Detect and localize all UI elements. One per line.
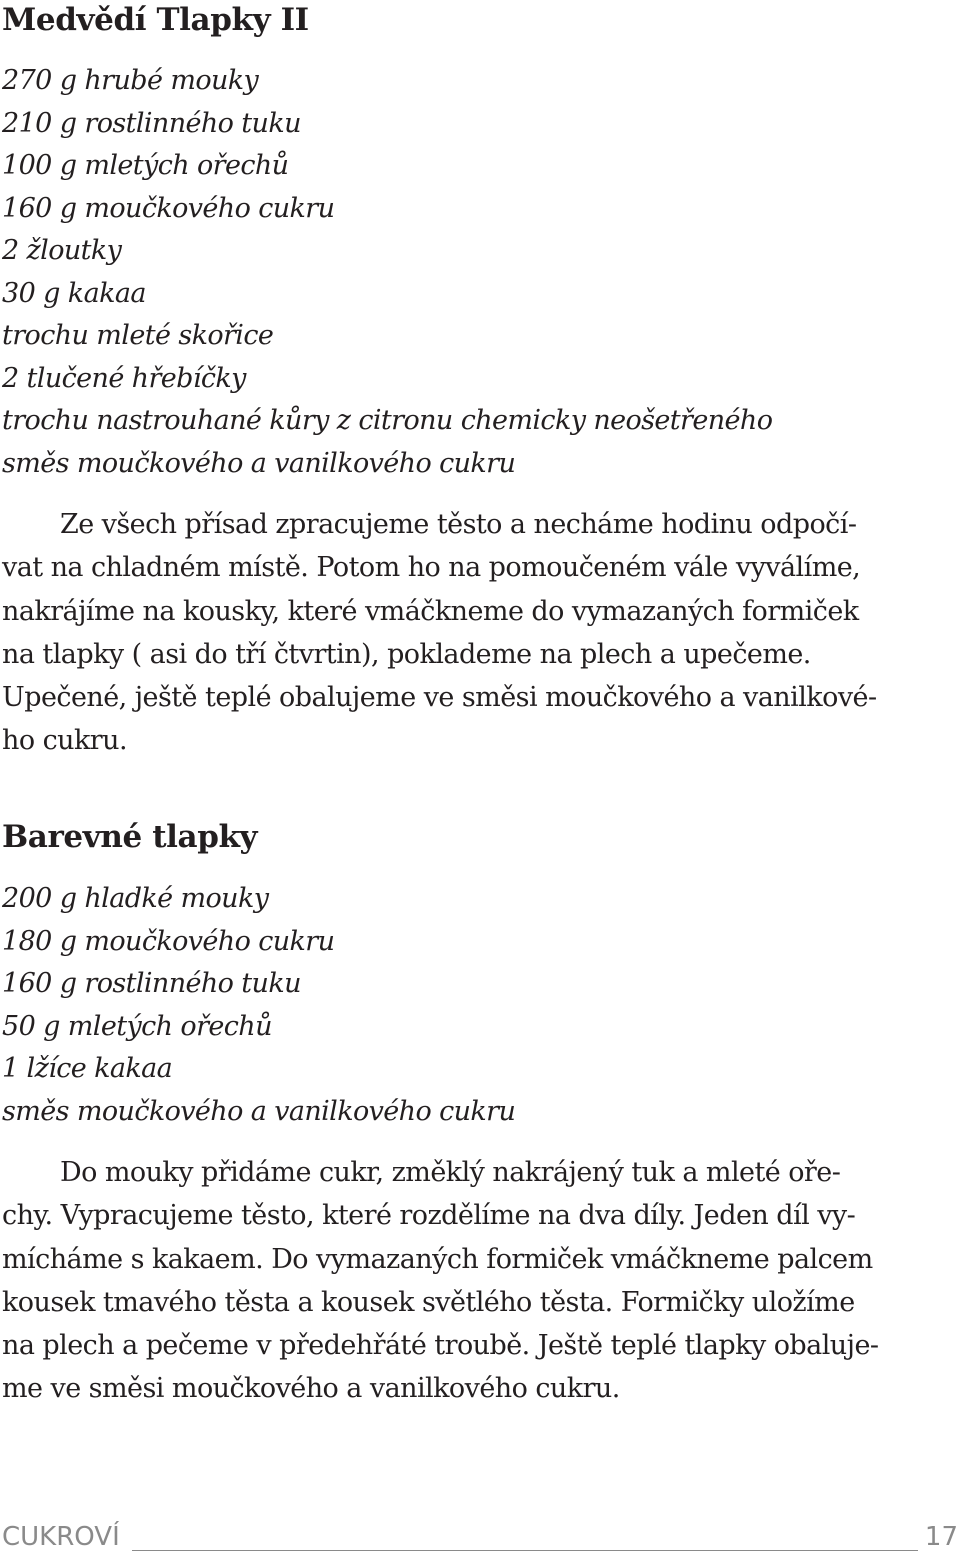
ingredient-item: směs moučkového a vanilkového cukru (2, 447, 516, 479)
ingredient-item: 210 g rostlinného tuku (2, 107, 301, 139)
page-footer (2, 1520, 958, 1554)
method-paragraph (2, 503, 950, 763)
ingredient-item: 180 g moučkového cukru (2, 925, 335, 957)
recipe-title: Medvědí Tlapky II (2, 2, 309, 38)
method-line: chy. Vypracujeme těsto, které rozdělíme na dva díly. Jeden díl vy- (2, 1200, 856, 1232)
method-paragraph (2, 1151, 950, 1411)
method-line: na tlapky ( asi do tří čtvrtin), poklademe na plech a upečeme. (2, 638, 811, 670)
ingredient-list (2, 60, 772, 485)
method-line: na plech a pečeme v předehřáté troubě. Ještě teplé tlapky obaluje- (2, 1330, 879, 1362)
ingredient-item: 270 g hrubé mouky (2, 65, 259, 96)
ingredient-item: směs moučkového a vanilkového cukru (2, 1095, 516, 1127)
recipe-title: Barevné tlapky (2, 819, 258, 855)
method-line: kousek tmavého těsta a kousek světlého těsta. Formičky uložíme (2, 1286, 855, 1318)
method-line: Upečené, ještě teplé obalujeme ve směsi moučkového a vanilkové- (2, 682, 877, 714)
page-number: 17 (924, 1522, 958, 1552)
ingredient-item: 160 g rostlinného tuku (2, 968, 301, 999)
ingredient-item: 2 tlučené hřebíčky (2, 362, 246, 394)
ingredient-item: 100 g mletých ořechů (2, 150, 289, 181)
ingredient-item: 2 žloutky (2, 235, 122, 266)
method-line: vat na chladném místě. Potom ho na pomoučeném vále vyválíme, (2, 552, 861, 584)
ingredient-item: 160 g moučkového cukru (2, 192, 335, 224)
ingredient-item: 200 g hladké mouky (2, 883, 269, 914)
method-line: Do mouky přidáme cukr, změklý nakrájený tuk a mleté oře- (60, 1157, 841, 1188)
method-line: nakrájíme na kousky, které vmáčkneme do vymazaných formiček (2, 595, 859, 627)
ingredient-item: trochu nastrouhané kůry z citronu chemicky neošetřeného (2, 405, 773, 436)
ingredient-list (2, 878, 515, 1133)
method-line: me ve směsi moučkového a vanilkového cukru. (2, 1373, 620, 1405)
footer-section-label: CUKROVÍ (2, 1522, 120, 1552)
method-line: Ze všech přísad zpracujeme těsto a necháme hodinu odpočí- (60, 509, 857, 540)
ingredient-item: trochu mleté skořice (2, 320, 274, 351)
footer-rule (132, 1550, 918, 1551)
ingredient-item: 1 lžíce kakaa (2, 1053, 173, 1084)
method-line: ho cukru. (2, 725, 128, 757)
ingredient-item: 50 g mletých ořechů (2, 1010, 272, 1042)
ingredient-item: 30 g kakaa (2, 277, 146, 309)
method-line: mícháme s kakaem. Do vymazaných formiček vmáčkneme palcem (2, 1243, 873, 1275)
